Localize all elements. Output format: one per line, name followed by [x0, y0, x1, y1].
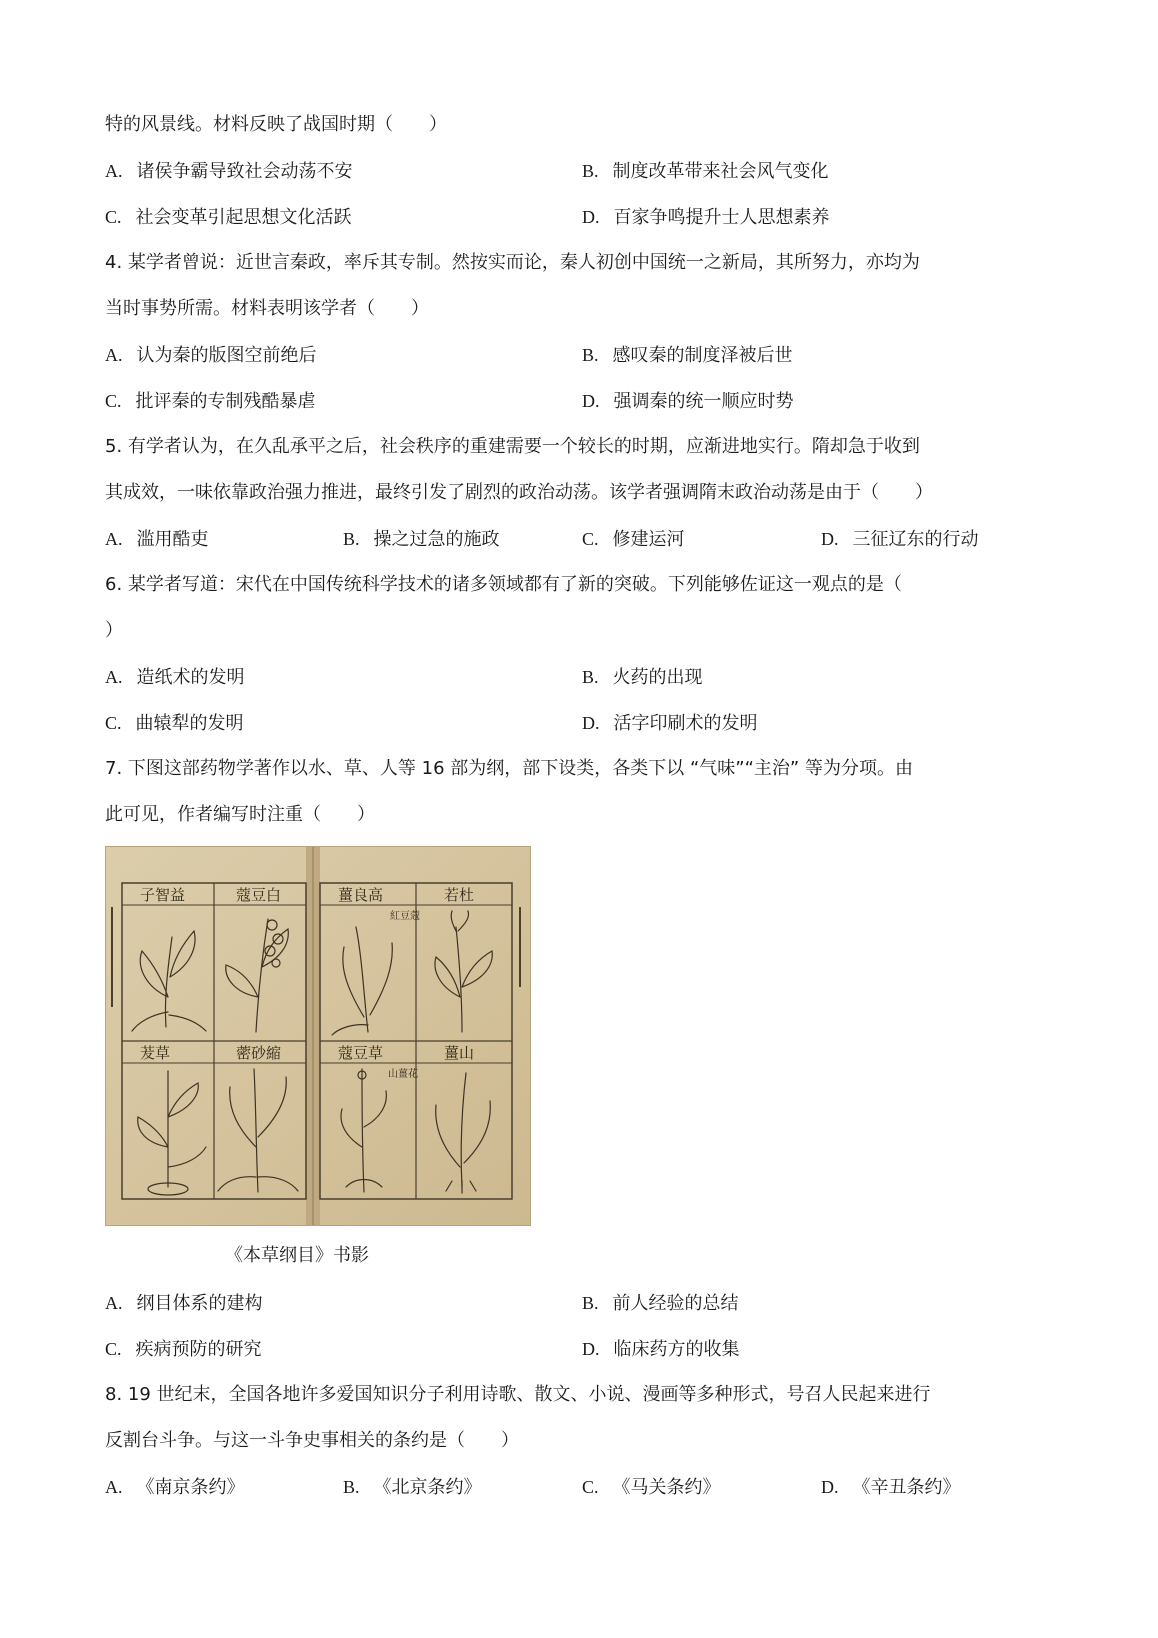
q3-option-a: A. 诸侯争霸导致社会动荡不安: [105, 161, 353, 182]
q6-option-c: C. 曲辕犁的发明: [105, 713, 244, 734]
q8-stem-line2: 反割台斗争。与这一斗争史事相关的条约是（ ）: [105, 1430, 519, 1451]
q7-option-c: C. 疾病预防的研究: [105, 1339, 262, 1360]
q6-option-a: A. 造纸术的发明: [105, 667, 245, 688]
q5-stem-line2: 其成效，一味依靠政治强力推进，最终引发了剧烈的政治动荡。该学者强调隋末政治动荡是由于（ ）: [105, 482, 933, 503]
q4-option-c: C. 批评秦的专制残酷暴虐: [105, 391, 316, 412]
q8-option-a: A. 《南京条约》: [105, 1477, 245, 1498]
q5-option-b: B. 操之过急的施政: [343, 529, 500, 550]
q4-stem-line2: 当时事势所需。材料表明该学者（ ）: [105, 298, 429, 319]
panel-label-3: 薑良高: [338, 886, 384, 904]
q6-option-b: B. 火药的出现: [582, 667, 703, 688]
q3-option-b: B. 制度改革带来社会风气变化: [582, 161, 829, 182]
q7-stem-line1: 7. 下图这部药物学著作以水、草、人等 16 部为纲，部下设类，各类下以 “气味”“主治” 等为分项。由: [105, 758, 913, 779]
q6-option-d: D. 活字印刷术的发明: [582, 713, 758, 734]
bencao-gangmu-page-image: [105, 846, 531, 1226]
panel-label-2: 蔻豆白: [236, 886, 282, 904]
q3-option-d: D. 百家争鸣提升士人思想素养: [582, 207, 830, 228]
q3-stem-continuation: 特的风景线。材料反映了战国时期（ ）: [105, 114, 447, 135]
q3-option-c: C. 社会变革引起思想文化活跃: [105, 207, 352, 228]
q4-option-b: B. 感叹秦的制度泽被后世: [582, 345, 793, 366]
q5-option-d: D. 三征辽东的行动: [821, 529, 979, 550]
q8-stem-line1: 8. 19 世纪末，全国各地许多爱国知识分子利用诗歌、散文、小说、漫画等多种形式，号召人民起来进行: [105, 1384, 931, 1405]
figure-caption: 《本草纲目》书影: [225, 1245, 369, 1266]
panel-label-1: 子智益: [140, 886, 186, 904]
q5-stem-line1: 5. 有学者认为，在久乱承平之后，社会秩序的重建需要一个较长的时期，应渐进地实行。隋却急于收到: [105, 436, 920, 457]
q7-option-d: D. 临床药方的收集: [582, 1339, 740, 1360]
side-label-1: 紅豆蔻: [390, 911, 420, 922]
q6-stem-line2: ）: [105, 620, 123, 641]
q4-option-d: D. 强调秦的统一顺应时势: [582, 391, 794, 412]
q5-option-c: C. 修建运河: [582, 529, 685, 550]
q7-stem-line2: 此可见，作者编写时注重（ ）: [105, 804, 375, 825]
q6-stem-line1: 6. 某学者写道：宋代在中国传统科学技术的诸多领域都有了新的突破。下列能够佐证这一观点的是（: [105, 574, 902, 595]
q7-option-b: B. 前人经验的总结: [582, 1293, 739, 1314]
q7-option-a: A. 纲目体系的建构: [105, 1293, 263, 1314]
side-label-2: 山薑花: [388, 1069, 418, 1080]
panel-label-6: 蔤砂縮: [236, 1044, 282, 1062]
q8-option-d: D. 《辛丑条约》: [821, 1477, 961, 1498]
q8-option-b: B. 《北京条约》: [343, 1477, 482, 1498]
panel-label-7: 蔻豆草: [338, 1044, 384, 1062]
herb-illustration-svg: [106, 847, 530, 1225]
q5-option-a: A. 滥用酷吏: [105, 529, 209, 550]
q4-option-a: A. 认为秦的版图空前绝后: [105, 345, 317, 366]
panel-label-4: 若杜: [444, 886, 475, 904]
panel-label-8: 薑山: [444, 1044, 475, 1062]
q8-option-c: C. 《马关条约》: [582, 1477, 721, 1498]
panel-label-5: 茇草: [140, 1044, 171, 1062]
q4-stem-line1: 4. 某学者曾说：近世言秦政，率斥其专制。然按实而论，秦人初创中国统一之新局，其所努力，亦均为: [105, 252, 920, 273]
